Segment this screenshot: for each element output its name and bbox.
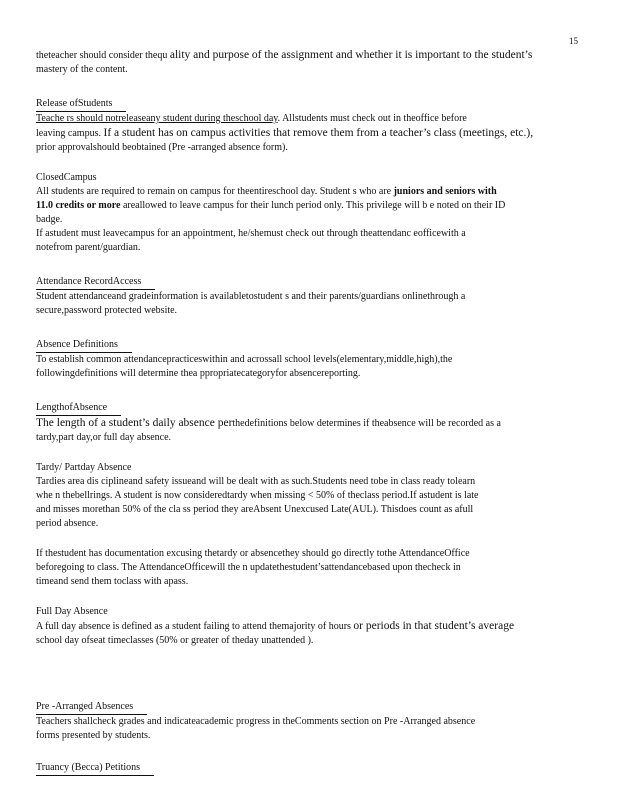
closed-line-2-bold: 11.0 credits or more [36,200,121,211]
release-line-1-rest: . Allstudents must check out in theoffice before [277,113,467,124]
documentation-line-2: beforegoing to class. The AttendanceOfficewill the n updatethestudent’sattendancebased upon thecheck in [36,562,461,573]
length-line-1 [36,416,588,431]
tardy-line-1: Tardies area dis ciplineand safety issueand will be dealt with as such.Students need tobe in class ready tolearn [36,476,476,487]
closed-line-1-start: All students are required to remain on campus for theentireschool day. Student s who are [36,186,394,197]
length-line-1-small: thedefinitions below determines if theabsence will be recorded as a [232,418,501,429]
prearranged-line-1: Teachers shallcheck grades and indicateacademic progress in theComments section on Pre -Arranged absence [36,716,476,727]
release-line-1 [36,112,588,126]
release-line-2-large: If a student has on campus activities that remove them from a teacher’s class (meetings, etc.), [103,127,534,139]
page-number: 15 [569,36,578,46]
release-line-2 [36,126,588,141]
fullday-line-1-small: A full day absence is defined as a student failing to attend themajority of hours [36,621,354,632]
definitions-line-2: followingdefinitions will determine thea ppropriatecategoryfor absencereporting. [36,368,361,379]
closed-line-4: If astudent must leavecampus for an appointment, he/shemust check out through theattendanc eofficewith a [36,228,466,239]
records-heading: Attendance RecordAccess [36,275,155,290]
definitions-heading: Absence Definitions [36,338,132,353]
release-heading: Release ofStudents [36,97,126,112]
length-heading: LengthofAbsence [36,401,121,416]
intro-line-1 [36,48,588,63]
prearranged-line-2: forms presented by students. [36,730,151,741]
records-line-2: secure,password protected website. [36,305,178,316]
tardy-heading: Tardy/ Partday Absence [36,462,132,473]
records-line-1: Student attendanceand gradeinformation is availabletostudent s and their parents/guardians onlinethrough a [36,291,466,302]
closed-line-1-bold: juniors and seniors with [393,186,497,197]
closed-campus-heading: ClosedCampus [36,172,97,183]
release-underlined-text: Teache rs should notreleaseany student during theschool day [36,113,278,124]
truancy-heading: Truancy (Becca) Petitions [36,761,154,776]
release-line-2-small: leaving campus. [36,128,104,139]
tardy-line-4: period absence. [36,518,99,529]
closed-line-3: badge. [36,214,63,225]
prearranged-heading: Pre -Arranged Absences [36,700,147,715]
closed-line-5: notefrom parent/guardian. [36,242,141,253]
definitions-line-1: To establish common attendancepracticeswithin and acrossall school levels(elementary,middle,high),the [36,354,453,365]
fullday-line-1 [36,619,588,634]
fullday-line-2: school day ofseat timeclasses (50% or greater of theday unattended ). [36,635,314,646]
intro-line-2: mastery of the content. [36,64,128,75]
documentation-line-3: timeand send them toclass with apass. [36,576,189,587]
documentation-line-1: If thestudent has documentation excusing thetardy or absencethey should go directly tothe AttendanceOffice [36,548,470,559]
closed-line-1 [36,185,588,199]
closed-line-2 [36,199,588,213]
fullday-line-1-large: or periods in that student’s average [353,620,515,632]
tardy-line-3: and misses morethan 50% of the cla ss period they areAbsent Unexcused Late(AUL). Thisdoes count as afull [36,504,474,515]
document-body [36,48,588,776]
length-line-2: tardy,part day,or full day absence. [36,432,172,443]
tardy-line-2: whe n thebellrings. A student is now consideredtardy when missing < 50% of theclass period.If astudent is late [36,490,479,501]
intro-text-small: theteacher should consider thequ [36,50,170,61]
fullday-heading: Full Day Absence [36,606,108,617]
closed-line-2-rest: areallowed to leave campus for their lunch period only. This privilege will b e noted on their ID [120,200,506,211]
length-line-1-large: The length of a student’s daily absence per [36,417,233,429]
intro-text-large: ality and purpose of the assignment and whether it is important to the student’s [169,49,533,61]
release-line-3: prior approvalshould beobtained (Pre -arranged absence form). [36,142,288,153]
